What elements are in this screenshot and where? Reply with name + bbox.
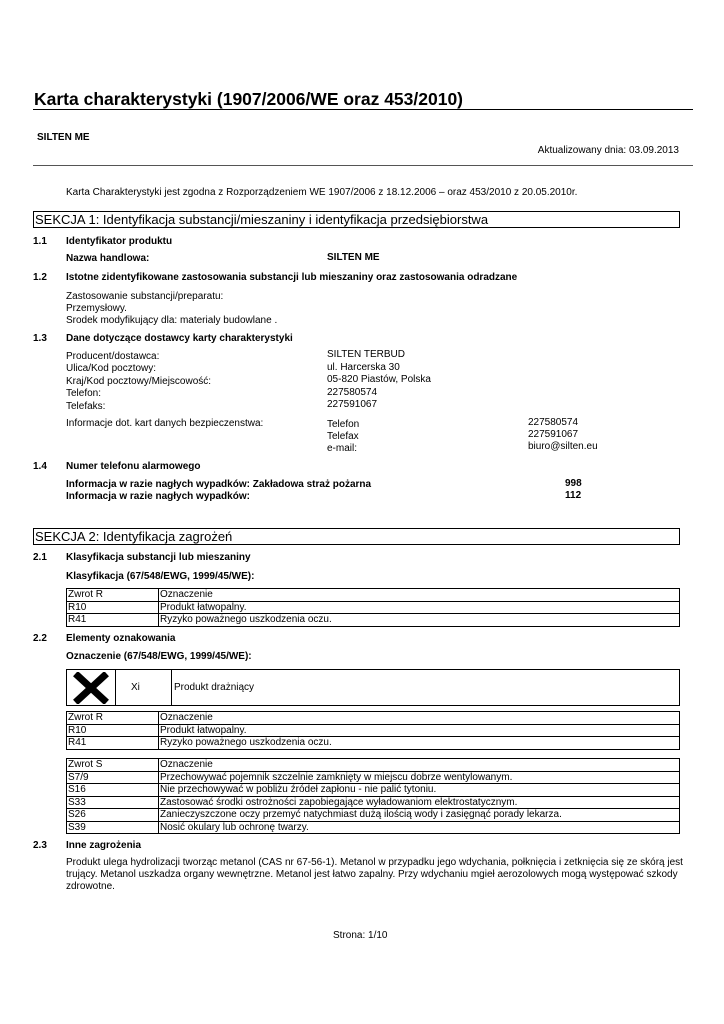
table-cell: S39: [67, 821, 159, 834]
table-cell: Zastosować środki ostrożności zapobiegające wyładowaniom elektrostatycznym.: [159, 796, 680, 809]
table-row: [67, 614, 680, 627]
subsection-number: 1.2: [33, 272, 47, 283]
supplier-label: Producent/dostawca:: [66, 351, 160, 362]
subsection-title: Klasyfikacja substancji lub mieszaniny: [66, 552, 251, 563]
other-hazards-text: Produkt ulega hydrolizacji tworząc metanol (CAS nr 67-56-1). Metanol w przypadku jego wdychania, połknięcia i zetknięcia się ze skórą jest trujący. Metanol uszkadza organy wewnętrzne. Metanol jest łatwo zapalny. Przy wdychaniu mgieł aerozolowych mogą występować szkody zdrowotne.: [66, 857, 683, 892]
subsection-title: Elementy oznakowania: [66, 633, 176, 644]
safety-info-value: biuro@silten.eu: [528, 441, 598, 452]
subsection-number: 2.1: [33, 552, 47, 563]
supplier-value: ul. Harcerska 30: [327, 362, 400, 373]
subsection-number: 2.3: [33, 840, 47, 851]
section-1-heading: SEKCJA 1: Identyfikacja substancji/mieszaniny i identyfikacja przedsiębiorstwa: [33, 211, 680, 228]
pictogram-divider: [115, 670, 116, 705]
subsection-number: 1.1: [33, 236, 47, 247]
table-cell: S16: [67, 784, 159, 797]
table-row: [67, 759, 680, 772]
table-cell: S26: [67, 809, 159, 822]
table-cell: S7/9: [67, 771, 159, 784]
table-row: [67, 771, 680, 784]
subsection-title: Istotne zidentyfikowane zastosowania substancji lub mieszaniny oraz zastosowania odradzane: [66, 272, 518, 283]
table-row: [67, 809, 680, 822]
table-row: [67, 784, 680, 797]
table-cell: Produkt łatwopalny.: [159, 724, 680, 737]
hazard-pictogram-box: [66, 669, 680, 706]
document-title: Karta charakterystyki (1907/2006/WE oraz 453/2010): [34, 89, 464, 109]
table-cell: Oznaczenie: [159, 712, 680, 725]
use-line: Zastosowanie substancji/preparatu:: [66, 291, 224, 302]
intro-text: Karta Charakterystyki jest zgodna z Rozporządzeniem WE 1907/2006 z 18.12.2006 – oraz 453/2010 z 20.05.2010r.: [66, 187, 578, 198]
table-row: [67, 821, 680, 834]
table-cell: Zwrot S: [67, 759, 159, 772]
table-cell: Zanieczyszczone oczy przemyć natychmiast dużą ilością wody i zasięgnąć porady lekarza.: [159, 809, 680, 822]
use-line: Przemysłowy.: [66, 303, 127, 314]
table-cell: Oznaczenie: [159, 759, 680, 772]
s-phrases-table: [66, 758, 680, 834]
subsection-number: 1.3: [33, 333, 47, 344]
table-row: [67, 601, 680, 614]
table-cell: R41: [67, 737, 159, 750]
safety-info-key: e-mail:: [327, 443, 358, 454]
emergency-number: 112: [565, 490, 582, 501]
product-name: SILTEN ME: [37, 132, 90, 143]
table-cell: Zwrot R: [67, 712, 159, 725]
table-cell: Produkt łatwopalny.: [159, 601, 680, 614]
table-cell: Nie przechowywać w pobliżu źródeł zapłonu - nie palić tytoniu.: [159, 784, 680, 797]
trade-name-label: Nazwa handlowa:: [66, 253, 150, 264]
supplier-value: 227580574: [327, 387, 378, 398]
supplier-label: Ulica/Kod pocztowy:: [66, 363, 157, 374]
table-row: [67, 589, 680, 602]
table-cell: Ryzyko poważnego uszkodzenia oczu.: [159, 614, 680, 627]
table-cell: Oznaczenie: [159, 589, 680, 602]
table-cell: Zwrot R: [67, 589, 159, 602]
irritant-x-icon: [73, 672, 109, 704]
table-row: [67, 724, 680, 737]
table-row: [67, 796, 680, 809]
supplier-label: Telefaks:: [66, 401, 106, 412]
hazard-description: Produkt drażniący: [174, 682, 255, 693]
table-cell: R10: [67, 601, 159, 614]
subsection-title: Identyfikator produktu: [66, 236, 173, 247]
labelling-label: Oznaczenie (67/548/EWG, 1999/45/WE):: [66, 651, 252, 662]
safety-info-key: Telefax: [327, 431, 359, 442]
trade-name-value: SILTEN ME: [327, 252, 380, 263]
title-divider: [33, 109, 693, 110]
table-cell: Ryzyko poważnego uszkodzenia oczu.: [159, 737, 680, 750]
safety-info-key: Telefon: [327, 419, 360, 430]
subsection-number: 1.4: [33, 461, 47, 472]
emergency-label: Informacja w razie nagłych wypadków:: [66, 491, 250, 502]
use-line: Srodek modyfikujący dla: materialy budowlane .: [66, 315, 278, 326]
supplier-value: SILTEN TERBUD: [327, 349, 405, 360]
hazard-code: Xi: [131, 682, 140, 693]
table-cell: R10: [67, 724, 159, 737]
table-cell: Nosić okulary lub ochronę twarzy.: [159, 821, 680, 834]
safety-info-value: 227591067: [528, 429, 579, 440]
table-cell: S33: [67, 796, 159, 809]
classification-table: [66, 588, 680, 627]
supplier-value: 05-820 Piastów, Polska: [327, 374, 431, 385]
subsection-number: 2.2: [33, 633, 47, 644]
header-divider: [33, 165, 693, 166]
r-phrases-table: [66, 711, 680, 750]
subsection-title: Numer telefonu alarmowego: [66, 461, 201, 472]
supplier-label: Kraj/Kod pocztowy/Miejscowość:: [66, 376, 212, 387]
table-cell: R41: [67, 614, 159, 627]
table-row: [67, 737, 680, 750]
updated-date: Aktualizowany dnia: 03.09.2013: [537, 145, 679, 156]
supplier-value: 227591067: [327, 399, 378, 410]
supplier-label: Telefon:: [66, 388, 102, 399]
table-cell: Przechowywać pojemnik szczelnie zamknięty w miejscu dobrze wentylowanym.: [159, 771, 680, 784]
table-row: [67, 712, 680, 725]
safety-info-label: Informacje dot. kart danych bezpieczenstwa:: [66, 418, 264, 429]
section-2-heading: SEKCJA 2: Identyfikacja zagrożeń: [33, 528, 680, 545]
subsection-title: Inne zagrożenia: [66, 840, 142, 851]
emergency-label: Informacja w razie nagłych wypadków: Zakładowa straż pożarna: [66, 479, 372, 490]
subsection-title: Dane dotyczące dostawcy karty charakterystyki: [66, 333, 293, 344]
classification-label: Klasyfikacja (67/548/EWG, 1999/45/WE):: [66, 571, 255, 582]
safety-info-value: 227580574: [528, 417, 579, 428]
page-number: Strona: 1/10: [333, 930, 388, 941]
pictogram-divider: [171, 670, 172, 705]
emergency-number: 998: [565, 478, 582, 489]
